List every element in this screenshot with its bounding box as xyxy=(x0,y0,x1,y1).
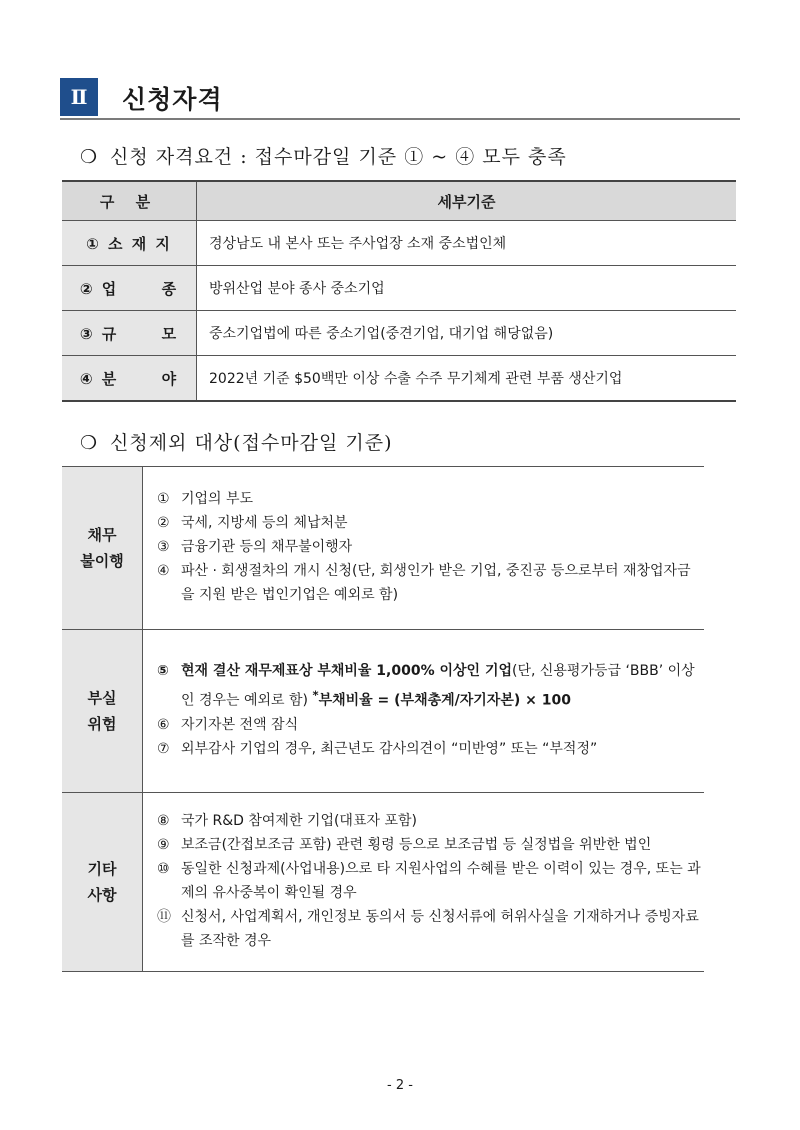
list-item: ③ 금융기관 등의 채무불이행자 xyxy=(157,539,353,555)
page-number: - 2 - xyxy=(387,1078,413,1093)
row-detail: 경상남도 내 본사 또는 주사업장 소재 중소법인체 xyxy=(197,221,737,266)
row-detail: 방위산업 분야 종사 중소기업 xyxy=(197,266,737,311)
category-line: 사항 xyxy=(87,886,117,904)
list-item: ⑤ 현재 결산 재무제표상 부채비율 1,000% 이상인 기업(단, 신용평가등급 ‘BBB’ 이상인 경우는 예외로 함) *부채비율 = (부채총계/자기자본) × 100 xyxy=(157,663,695,709)
group-category xyxy=(62,467,143,630)
category-line: 불이행 xyxy=(80,552,124,570)
list-item: ⑩ 동일한 신청과제(사업내용)으로 타 지원사업의 수혜를 받은 이력이 있는 경우, 또는 과제의 유사중복이 확인될 경우 xyxy=(157,861,701,901)
requirements-heading xyxy=(80,142,567,169)
exclusion-group-other xyxy=(62,793,704,972)
group-items xyxy=(143,793,705,972)
list-item: ⑪ 신청서, 사업계획서, 개인정보 동의서 등 신청서류에 허위사실을 기재하거나 증빙자료를 조작한 경우 xyxy=(157,909,699,949)
exclusion-group-default xyxy=(62,467,704,630)
list-item: ⑨ 보조금(간접보조금 포함) 관련 횡령 등으로 보조금법 등 실정법을 위반한 법인 xyxy=(157,837,652,853)
header-detail: 세부기준 xyxy=(197,181,737,221)
row-detail: 2022년 기준 $50백만 이상 수출 수주 무기체계 관련 부품 생산기업 xyxy=(197,356,737,402)
list-item: ⑧ 국가 R&D 참여제한 기업(대표자 포함) xyxy=(157,813,417,829)
table-row xyxy=(62,311,736,356)
row-detail: 중소기업법에 따른 중소기업(중견기업, 대기업 해당없음) xyxy=(197,311,737,356)
list-item: ⑥ 자기자본 전액 잠식 xyxy=(157,716,299,733)
category-line: 기타 xyxy=(87,860,117,878)
section-header xyxy=(60,78,740,120)
row-category: ③ 규 모 xyxy=(62,311,197,356)
table-header-row xyxy=(62,181,736,221)
category-line: 채무 xyxy=(87,526,117,544)
requirements-heading-text: 신청 자격요건 : 접수마감일 기준 ① ~ ④ 모두 충족 xyxy=(110,146,567,168)
list-item: ② 국세, 지방세 등의 체납처분 xyxy=(157,515,348,531)
group-category xyxy=(62,793,143,972)
list-item: ⑦ 외부감사 기업의 경우, 최근년도 감사의견이 “미반영” 또는 “부적정” xyxy=(157,740,598,757)
table-row xyxy=(62,356,736,402)
group-category xyxy=(62,630,143,793)
exclusions-heading xyxy=(80,428,393,455)
section-number-badge: Ⅱ xyxy=(60,78,98,116)
group-items xyxy=(143,630,705,793)
circle-bullet-icon: ❍ xyxy=(80,432,99,454)
row-category: ① 소 재 지 xyxy=(62,221,197,266)
row-category: ② 업 종 xyxy=(62,266,197,311)
group-items xyxy=(143,467,705,630)
row-category: ④ 분 야 xyxy=(62,356,197,402)
category-line: 부실 xyxy=(87,689,117,707)
table-row xyxy=(62,266,736,311)
requirements-table xyxy=(62,180,736,402)
exclusion-group-risk xyxy=(62,630,704,793)
section-title: 신청자격 xyxy=(122,85,223,114)
table-row xyxy=(62,221,736,266)
list-item: ① 기업의 부도 xyxy=(157,491,254,507)
header-category: 구 분 xyxy=(62,181,197,221)
exclusions-table xyxy=(62,466,704,972)
exclusions-heading-text: 신청제외 대상(접수마감일 기준) xyxy=(110,432,393,454)
category-line: 위험 xyxy=(87,715,117,733)
circle-bullet-icon: ❍ xyxy=(80,146,99,168)
list-item: ④ 파산 · 회생절차의 개시 신청(단, 회생인가 받은 기업, 중진공 등으로부터 재창업자금을 지원 받은 법인기업은 예외로 함) xyxy=(157,563,691,603)
